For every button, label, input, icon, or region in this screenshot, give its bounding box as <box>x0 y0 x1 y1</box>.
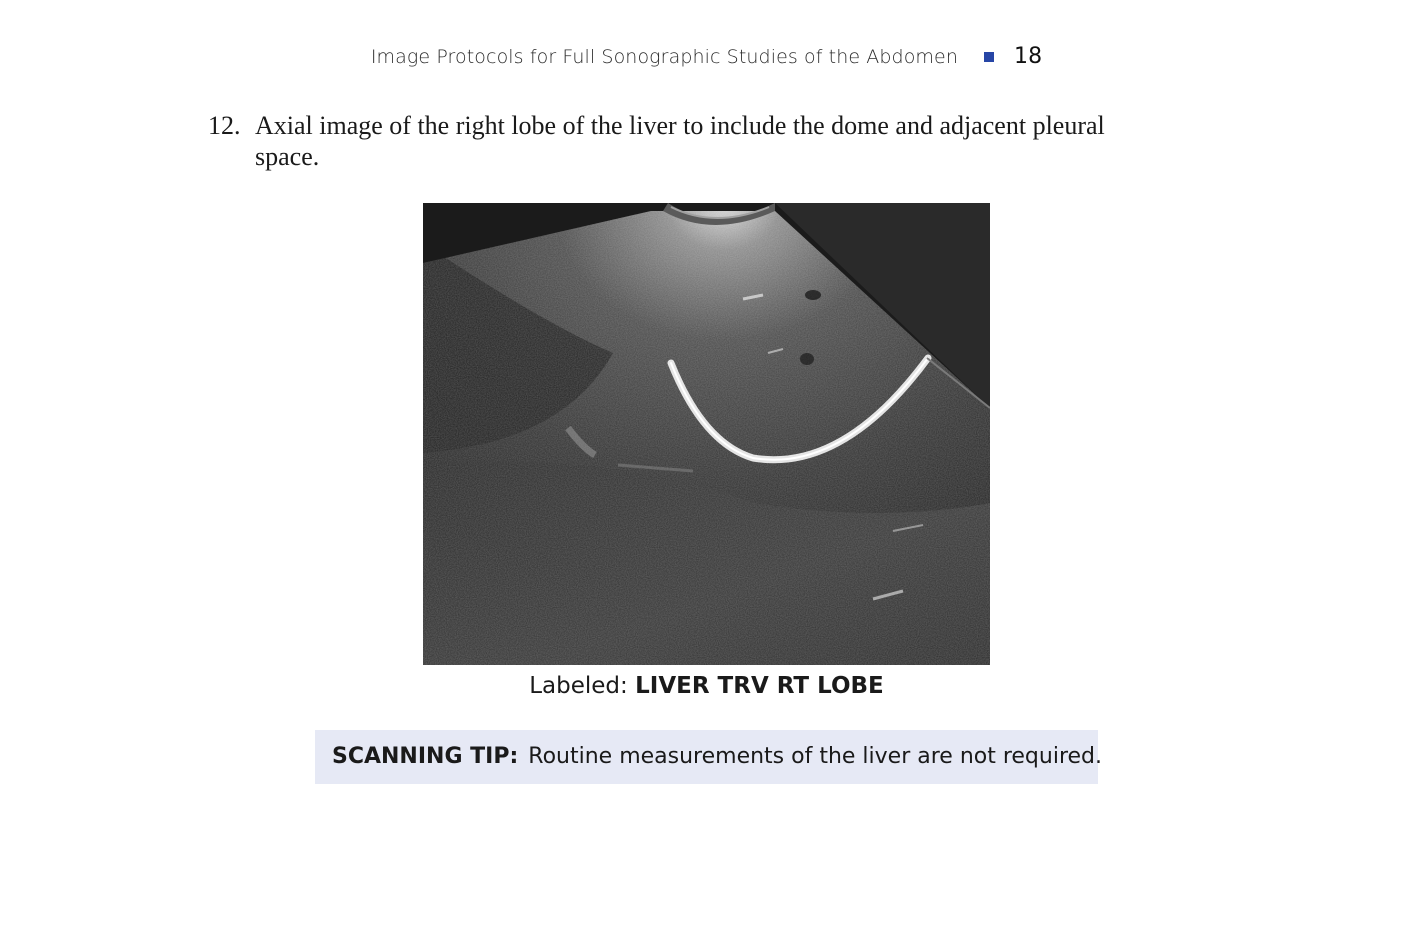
ultrasound-image <box>423 203 990 665</box>
protocol-step <box>208 110 1168 172</box>
page-number: 18 <box>1013 44 1043 69</box>
caption-label-value: LIVER TRV RT LOBE <box>635 673 884 699</box>
step-number: 12. <box>208 111 241 140</box>
running-header <box>0 44 1413 69</box>
square-marker-icon <box>984 52 994 62</box>
caption-prefix: Labeled: <box>529 673 628 699</box>
tip-text: Routine measurements of the liver are not required. <box>528 744 1103 769</box>
figure-caption <box>0 673 1413 699</box>
tip-label: SCANNING TIP: <box>332 744 519 769</box>
scanning-tip-box <box>315 730 1103 784</box>
header-title: Image Protocols for Full Sonographic Studies of the Abdomen <box>370 46 958 68</box>
step-text: Axial image of the right lobe of the liver to include the dome and adjacent pleural space. <box>255 111 1105 171</box>
